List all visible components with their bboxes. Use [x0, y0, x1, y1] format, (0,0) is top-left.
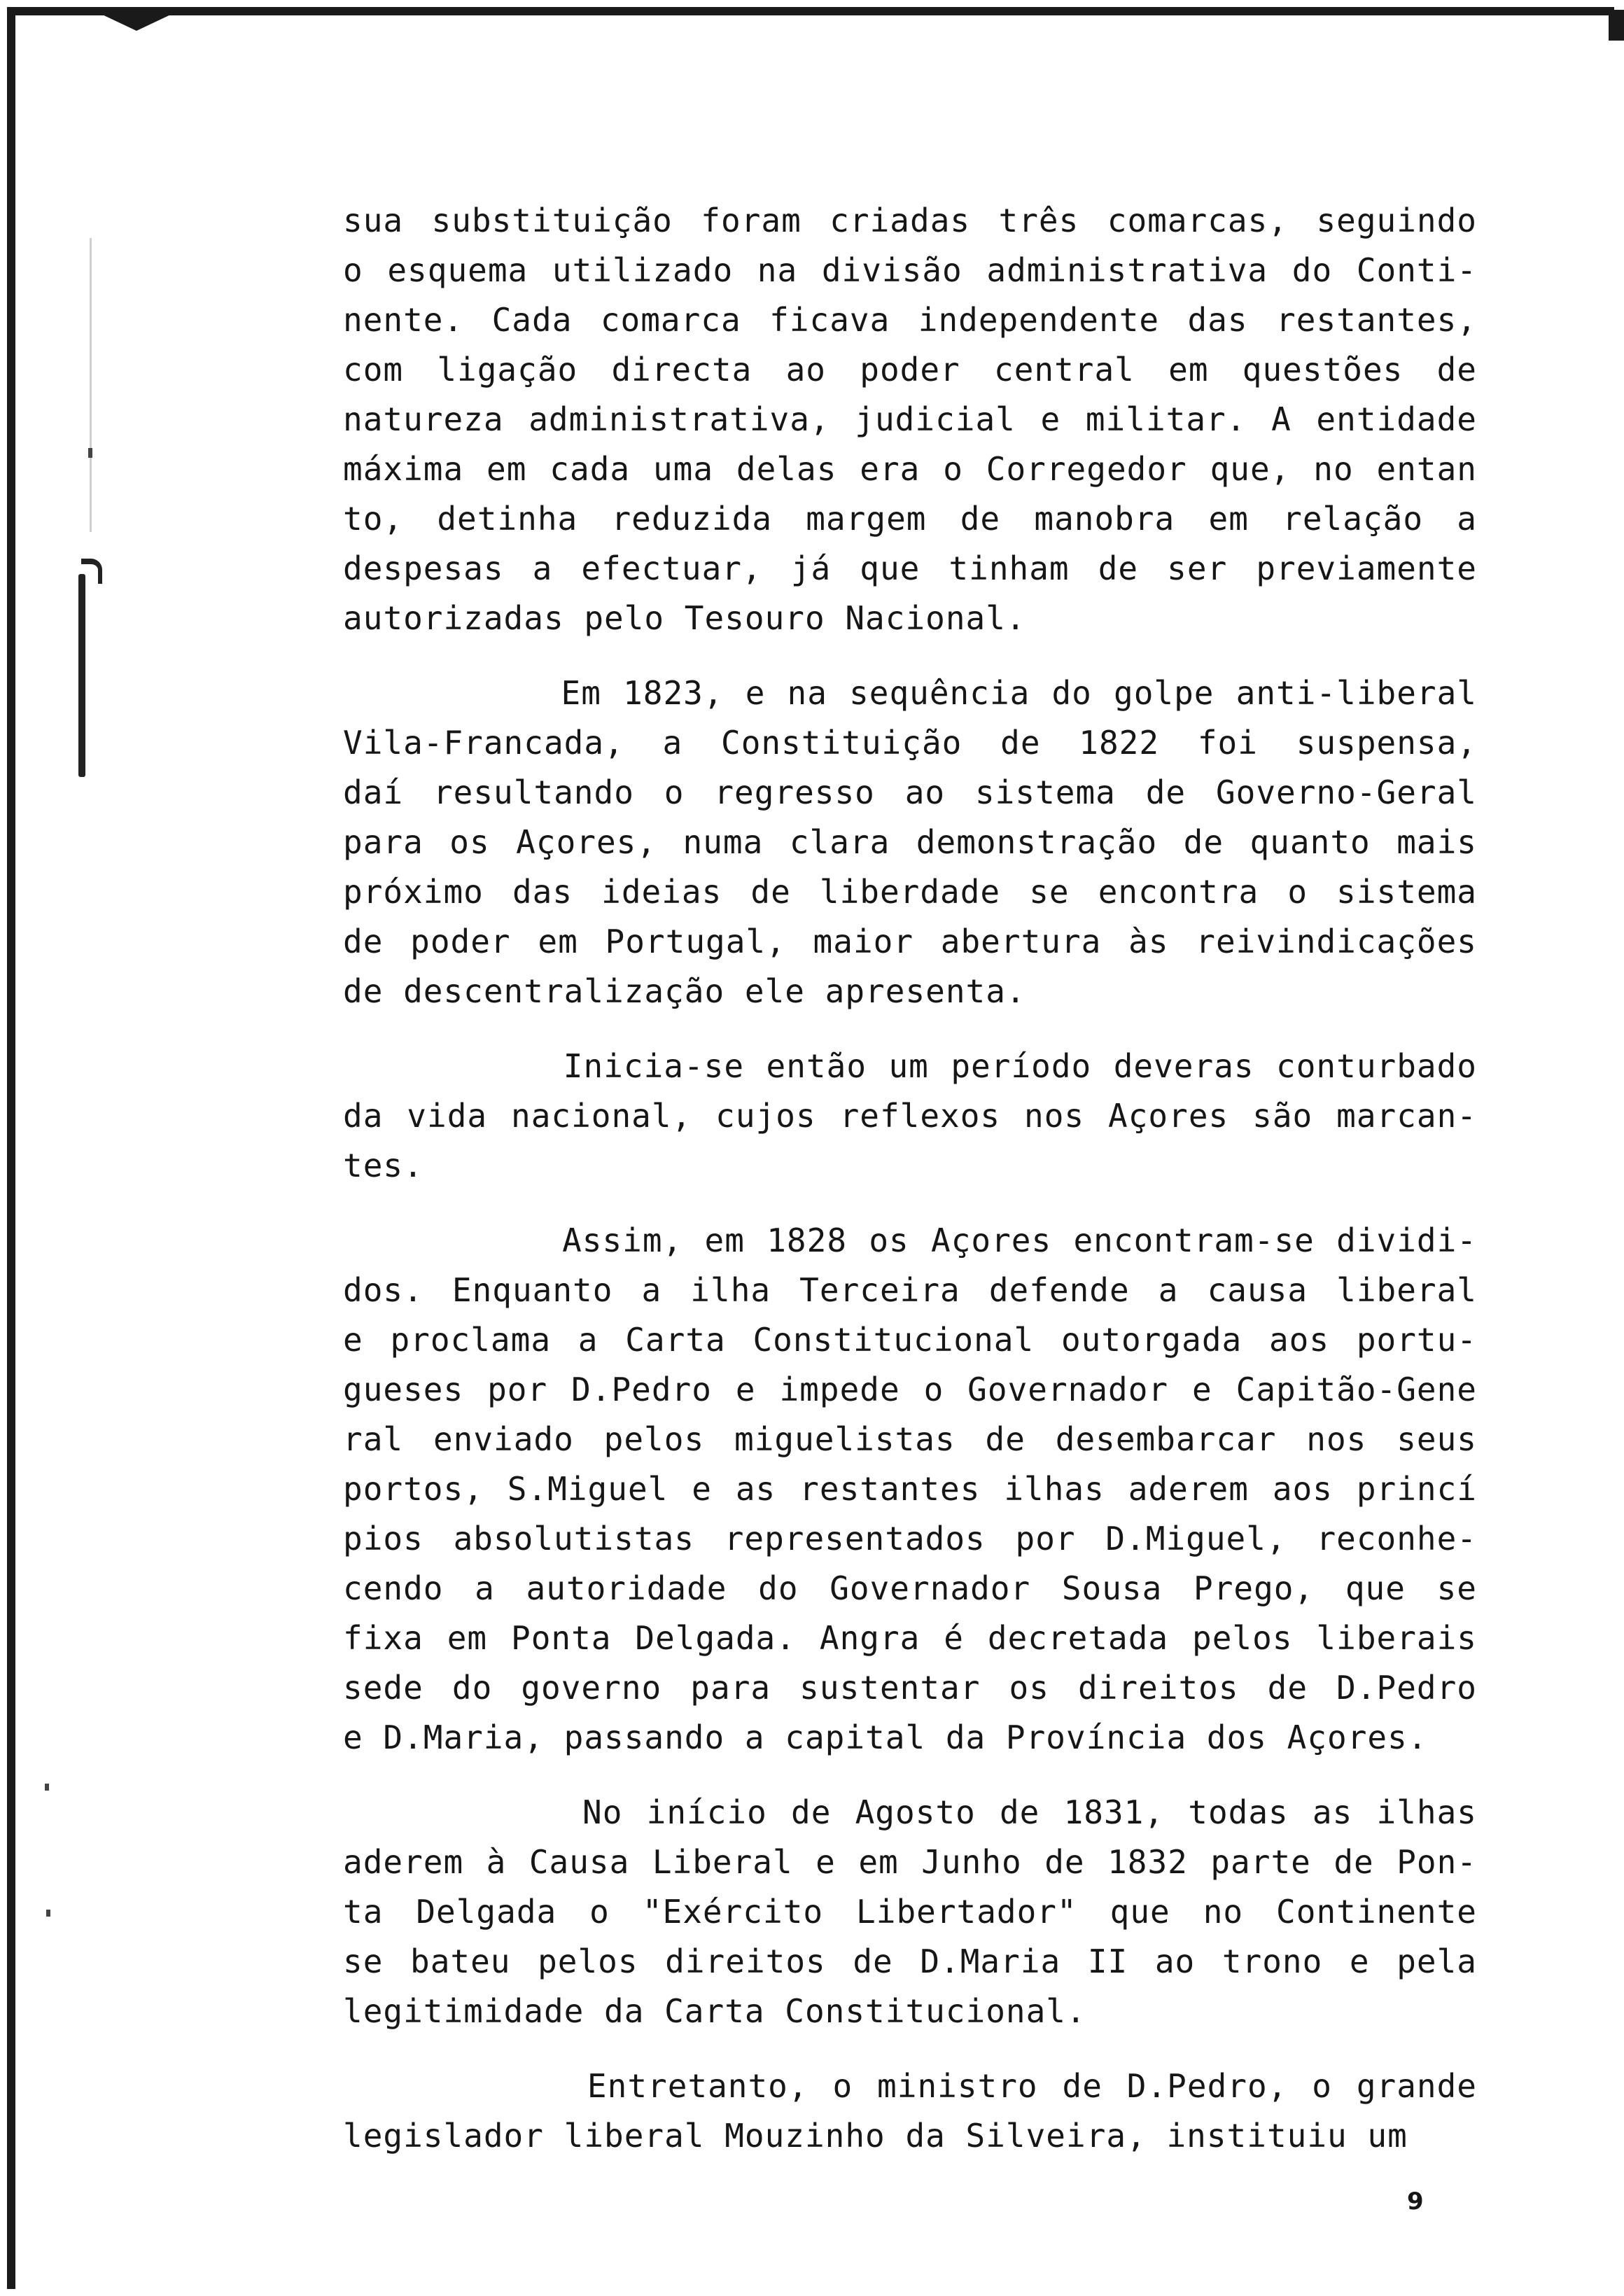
text-line: daí resultando o regresso ao sistema de Governo-Geral: [343, 774, 1477, 811]
margin-mark: [90, 238, 92, 532]
paragraph: [343, 668, 1477, 1016]
page-number: 9: [1407, 2188, 1424, 2216]
text-line: de descentralização ele apresenta.: [343, 972, 1026, 1010]
scan-artifact: [98, 13, 175, 31]
text-line: Vila-Francada, a Constituição de 1822 foi suspensa,: [343, 724, 1477, 762]
text-line: cendo a autoridade do Governador Sousa Prego, que se: [343, 1569, 1477, 1607]
text-line: e proclama a Carta Constitucional outorgada aos portu-: [343, 1321, 1477, 1359]
margin-mark: [78, 574, 85, 777]
text-line: Inicia-se então um período deveras conturbado: [343, 1047, 1477, 1085]
text-line: máxima em cada uma delas era o Corregedor que, no entan: [343, 450, 1477, 488]
text-line: despesas a efectuar, já que tinham de ser previamente: [343, 550, 1477, 587]
paragraph: [343, 1788, 1477, 2036]
text-line: dos. Enquanto a ilha Terceira defende a causa liberal: [343, 1271, 1477, 1309]
text-line: aderem à Causa Liberal e em Junho de 1832 parte de Pon-: [343, 1843, 1477, 1881]
text-line: legislador liberal Mouzinho da Silveira, instituiu um: [343, 2117, 1408, 2155]
text-line: natureza administrativa, judicial e militar. A entidade: [343, 400, 1477, 438]
paragraph: [343, 1216, 1477, 1763]
text-line: com ligação directa ao poder central em questões de: [343, 351, 1477, 388]
paragraph: [343, 2062, 1477, 2161]
text-line: portos, S.Miguel e as restantes ilhas aderem aos princí: [343, 1470, 1477, 1508]
text-line: nente. Cada comarca ficava independente das restantes,: [343, 301, 1477, 339]
paragraph: [343, 1042, 1477, 1191]
document-body: [343, 196, 1477, 2186]
page-left-border: [7, 7, 15, 2289]
text-line: pios absolutistas representados por D.Miguel, reconhe-: [343, 1520, 1477, 1558]
text-line: o esquema utilizado na divisão administrativa do Conti-: [343, 251, 1477, 289]
text-line: autorizadas pelo Tesouro Nacional.: [343, 599, 1026, 637]
text-line: se bateu pelos direitos de D.Maria II ao trono e pela: [343, 1942, 1477, 1980]
page-top-border: [7, 7, 1614, 15]
text-line: Entretanto, o ministro de D.Pedro, o grande: [343, 2067, 1477, 2105]
margin-mark: [88, 448, 92, 458]
text-line: Em 1823, e na sequência do golpe anti-liberal: [343, 674, 1477, 712]
scan-artifact: [1609, 10, 1624, 41]
text-line: tes.: [343, 1147, 424, 1184]
text-line: sua substituição foram criadas três comarcas, seguindo: [343, 202, 1477, 239]
text-line: ral enviado pelos miguelistas de desembarcar nos seus: [343, 1420, 1477, 1458]
text-line: de poder em Portugal, maior abertura às reivindicações: [343, 923, 1477, 960]
paragraph: [343, 196, 1477, 643]
text-line: sede do governo para sustentar os direitos de D.Pedro: [343, 1669, 1477, 1707]
text-line: No início de Agosto de 1831, todas as ilhas: [343, 1793, 1477, 1831]
text-line: da vida nacional, cujos reflexos nos Açores são marcan-: [343, 1097, 1477, 1135]
text-line: to, detinha reduzida margem de manobra em relação a: [343, 500, 1477, 538]
text-line: para os Açores, numa clara demonstração de quanto mais: [343, 823, 1477, 861]
text-line: ta Delgada o "Exército Libertador" que no Continente: [343, 1893, 1477, 1931]
text-line: Assim, em 1828 os Açores encontram-se dividi-: [343, 1222, 1477, 1259]
margin-mark: [45, 1784, 49, 1791]
text-line: gueses por D.Pedro e impede o Governador e Capitão-Gene: [343, 1371, 1477, 1408]
text-line: próximo das ideias de liberdade se encontra o sistema: [343, 873, 1477, 911]
margin-mark: [46, 1910, 50, 1917]
text-line: legitimidade da Carta Constitucional.: [343, 1992, 1086, 2030]
text-line: e D.Maria, passando a capital da Província dos Açores.: [343, 1718, 1428, 1756]
text-line: fixa em Ponta Delgada. Angra é decretada pelos liberais: [343, 1619, 1477, 1657]
